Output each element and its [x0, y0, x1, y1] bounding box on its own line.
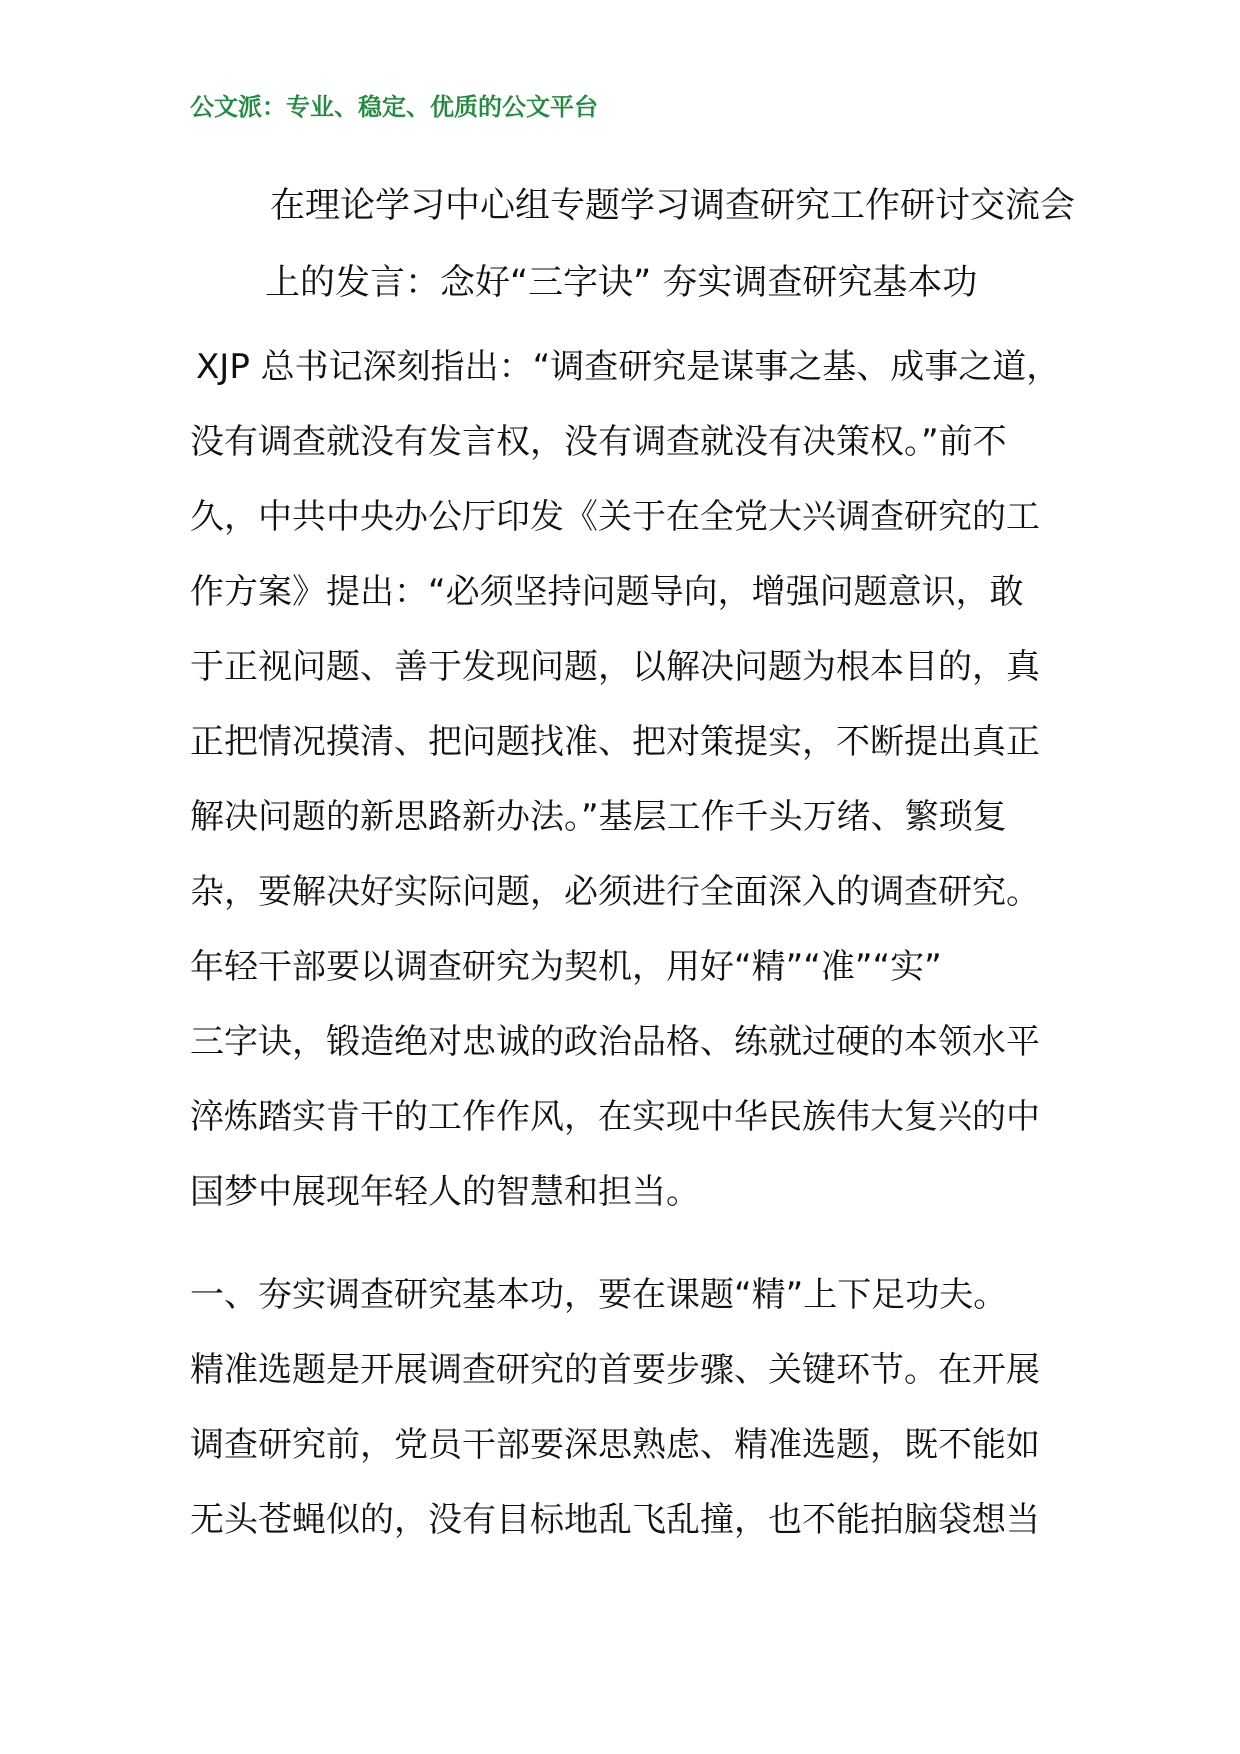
paragraph-line: XJP 总书记深刻指出：“调查研究是谋事之基、成事之道， — [196, 347, 1061, 387]
paragraph-line: 杂，要解决好实际问题，必须进行全面深入的调查研究。 — [190, 872, 1040, 912]
paragraph-line: 调查研究前，党员干部要深思熟虑、精准选题，既不能如 — [190, 1425, 1040, 1465]
paragraph-line: 没有调查就没有发言权，没有调查就没有决策权。”前不 — [190, 422, 1007, 462]
paragraph-line: 于正视问题、善于发现问题，以解决问题为根本目的，真 — [190, 647, 1040, 687]
paragraph-intro — [190, 330, 1060, 1230]
paragraph-line: 淬炼踏实肯干的工作作风，在实现中华民族伟大复兴的中 — [190, 1097, 1040, 1137]
section-heading-line: 一、夯实调查研究基本功，要在课题“精”上下足功夫。 — [190, 1275, 1008, 1315]
document-title — [190, 168, 1076, 322]
paragraph-line: 解决问题的新思路新办法。”基层工作千头万绪、繁琐复 — [190, 797, 1007, 837]
paragraph-section-one — [190, 1258, 1060, 1558]
paragraph-line: 正把情况摸清、把问题找准、把对策提实，不断提出真正 — [190, 722, 1040, 762]
title-line-1: 在理论学习中心组专题学习调查研究工作研讨交流会 — [270, 186, 1076, 226]
paragraph-line: 无头苍蝇似的，没有目标地乱飞乱撞，也不能拍脑袋想当 — [190, 1500, 1040, 1540]
header-slogan: 公文派：专业、稳定、优质的公文平台 — [190, 93, 598, 121]
paragraph-line: 三字诀，锻造绝对忠诚的政治品格、练就过硬的本领水平 — [190, 1022, 1040, 1062]
paragraph-line: 精准选题是开展调查研究的首要步骤、关键环节。在开展 — [190, 1350, 1040, 1390]
paragraph-line: 久，中共中央办公厅印发《关于在全党大兴调查研究的工 — [190, 497, 1040, 537]
paragraph-line: 国梦中展现年轻人的智慧和担当。 — [190, 1172, 700, 1212]
paragraph-line: 作方案》提出：“必须坚持问题导向，增强问题意识，敢 — [190, 572, 1024, 612]
paragraph-line: 年轻干部要以调查研究为契机，用好“精”“准”“实” — [190, 947, 942, 987]
title-line-2: 上的发言：念好“三字诀” 夯实调查研究基本功 — [265, 263, 978, 303]
